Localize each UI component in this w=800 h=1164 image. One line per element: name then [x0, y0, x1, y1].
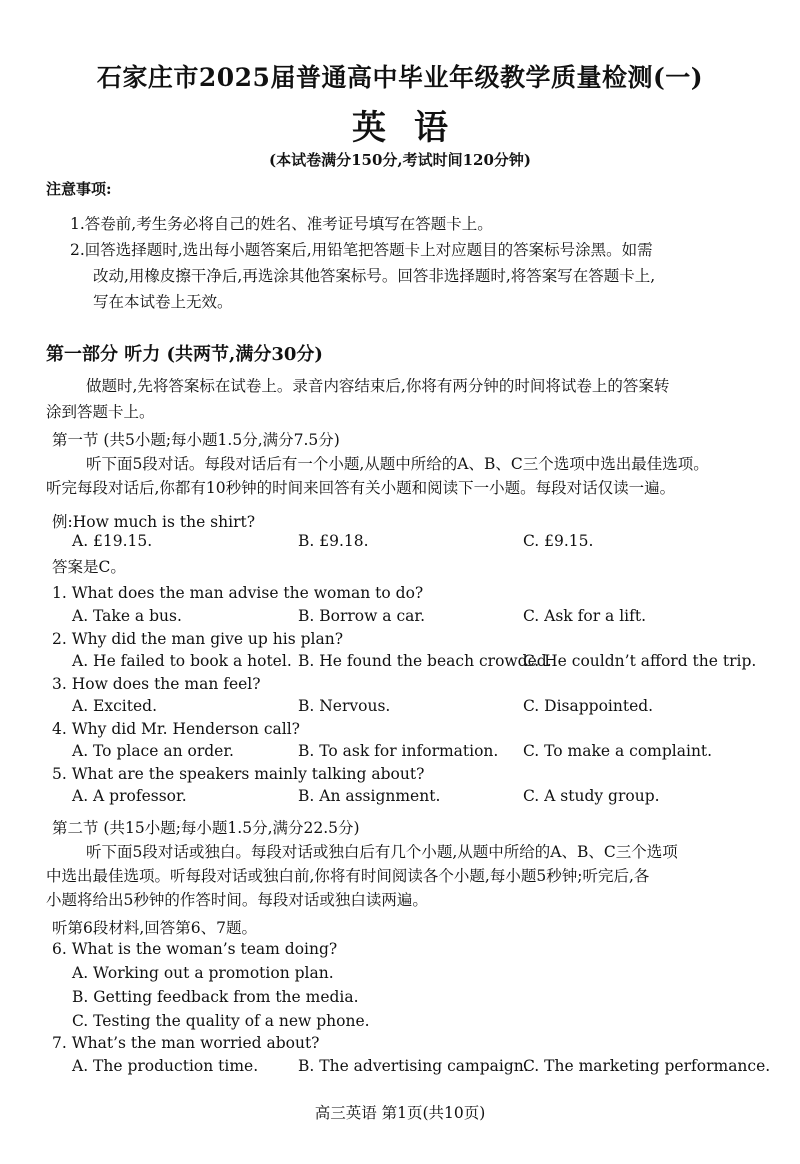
question-4-option-c: C. To make a complaint. — [523, 742, 713, 760]
question-2-option-a: A. He failed to book a hotel. — [72, 652, 292, 670]
question-7-option-b: B. The advertising campaign. — [298, 1057, 529, 1075]
question-1-option-c: C. Ask for a lift. — [523, 607, 647, 625]
question-3-option-a: A. Excited. — [72, 697, 157, 715]
question-4: 4. Why did Mr. Henderson call? — [52, 720, 300, 738]
note-item-2-line2: 改动,用橡皮擦干净后,再选涂其他答案标号。回答非选择题时,将答案写在答题卡上, — [93, 267, 656, 285]
question-2-option-c: C. He couldn’t afford the trip. — [523, 652, 757, 670]
question-1-option-a: A. Take a bus. — [72, 607, 182, 625]
part1-intro-line1: 做题时,先将答案标在试卷上。录音内容结束后,你将有两分钟的时间将试卷上的答案转 — [86, 377, 670, 395]
question-1-option-b: B. Borrow a car. — [298, 607, 426, 625]
exam-meta: (本试卷满分150分,考试时间120分钟) — [268, 151, 532, 169]
question-5-option-c: C. A study group. — [523, 787, 660, 805]
question-6: 6. What is the woman’s team doing? — [52, 940, 338, 958]
question-5-option-b: B. An assignment. — [298, 787, 441, 805]
section2-intro-line2: 中选出最佳选项。听每段对话或独白前,你将有时间阅读各个小题,每小题5秒钟;听完后,各 — [46, 867, 650, 885]
note-item-1: 1.答卷前,考生务必将自己的姓名、准考证号填写在答题卡上。 — [70, 215, 493, 233]
subject-title: 英语 — [352, 108, 476, 148]
question-3-option-c: C. Disappointed. — [523, 697, 654, 715]
section2-intro-line3: 小题将给出5秒钟的作答时间。每段对话或独白读两遍。 — [46, 891, 428, 909]
part1-intro-line2: 涂到答题卡上。 — [46, 403, 155, 421]
question-3-option-b: B. Nervous. — [298, 697, 391, 715]
question-6-option-a: A. Working out a promotion plan. — [72, 964, 334, 982]
question-7-option-a: A. The production time. — [72, 1057, 259, 1075]
question-7-option-c: C. The marketing performance. — [523, 1057, 771, 1075]
question-5-option-a: A. A professor. — [72, 787, 187, 805]
question-7: 7. What’s the man worried about? — [52, 1034, 320, 1052]
part1-heading: 第一部分 听力 (共两节,满分30分) — [46, 344, 323, 365]
question-1: 1. What does the man advise the woman to do? — [52, 584, 424, 602]
question-4-option-a: A. To place an order. — [72, 742, 234, 760]
section1-intro-line1: 听下面5段对话。每段对话后有一个小题,从题中所给的A、B、C三个选项中选出最佳选项。 — [86, 455, 709, 473]
section2-heading: 第二节 (共15小题;每小题1.5分,满分22.5分) — [52, 819, 360, 837]
section1-heading: 第一节 (共5小题;每小题1.5分,满分7.5分) — [52, 431, 340, 449]
question-6-option-c: C. Testing the quality of a new phone. — [72, 1012, 370, 1030]
example-question: 例:How much is the shirt? — [52, 513, 256, 531]
example-option-c: C. £9.15. — [523, 532, 594, 550]
question-6-option-b: B. Getting feedback from the media. — [72, 988, 359, 1006]
question-3: 3. How does the man feel? — [52, 675, 261, 693]
section1-intro-line2: 听完每段对话后,你都有10秒钟的时间来回答有关小题和阅读下一小题。每段对话仅读一遍。 — [46, 479, 676, 497]
note-item-2-line3: 写在本试卷上无效。 — [93, 293, 233, 311]
example-answer: 答案是C。 — [52, 558, 126, 576]
exam-title: 石家庄市2025届普通高中毕业年级教学质量检测(一) — [96, 63, 704, 92]
example-option-a: A. £19.15. — [72, 532, 153, 550]
question-2: 2. Why did the man give up his plan? — [52, 630, 344, 648]
question-5: 5. What are the speakers mainly talking about? — [52, 765, 425, 783]
example-option-b: B. £9.18. — [298, 532, 369, 550]
note-item-2-line1: 2.回答选择题时,选出每小题答案后,用铅笔把答题卡上对应题目的答案标号涂黑。如需 — [70, 241, 653, 259]
question-4-option-b: B. To ask for information. — [298, 742, 499, 760]
question-2-option-b: B. He found the beach crowded. — [298, 652, 552, 670]
material-6-heading: 听第6段材料,回答第6、7题。 — [52, 919, 258, 937]
notes-heading: 注意事项: — [46, 180, 112, 198]
section2-intro-line1: 听下面5段对话或独白。每段对话或独白后有几个小题,从题中所给的A、B、C三个选项 — [86, 843, 678, 861]
page-footer: 高三英语 第1页(共10页) — [314, 1104, 486, 1122]
